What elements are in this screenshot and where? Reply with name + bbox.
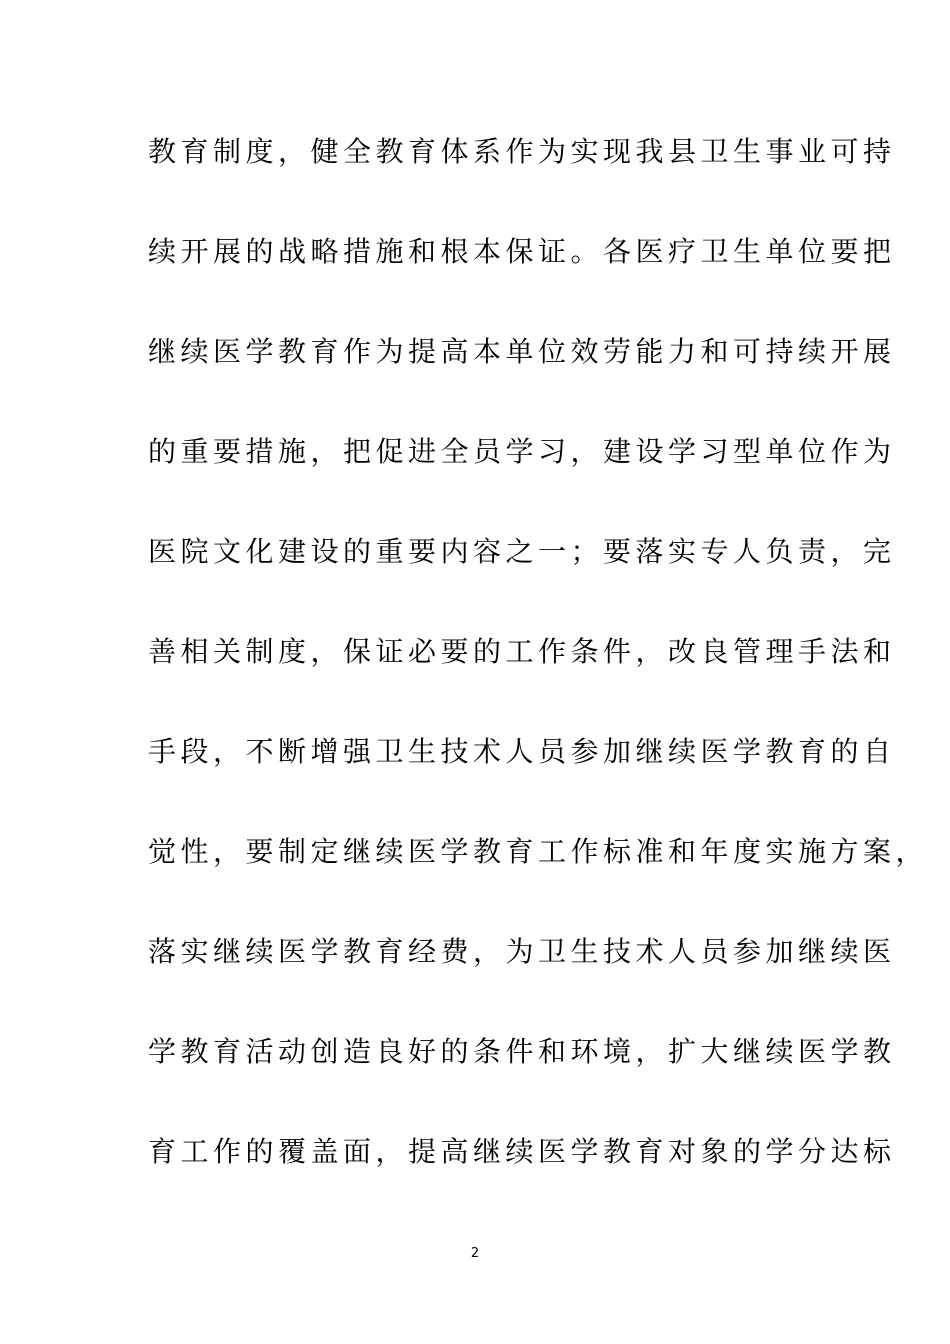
body-text — [148, 128, 929, 1228]
page-number: 2 — [470, 1246, 480, 1261]
text-line: 续开展的战略措施和根本保证。各医疗卫生单位要把 — [148, 235, 896, 268]
text-line: 的重要措施，把促进全员学习，建设学习型单位作为 — [148, 435, 896, 468]
text-line: 育工作的覆盖面，提高继续医学教育对象的学分达标 — [148, 1135, 896, 1168]
text-line: 教育制度，健全教育体系作为实现我县卫生事业可持 — [148, 135, 896, 168]
text-line: 觉性，要制定继续医学教育工作标准和年度实施方案， — [148, 835, 929, 868]
text-line: 继续医学教育作为提高本单位效劳能力和可持续开展 — [148, 335, 896, 368]
text-line: 学教育活动创造良好的条件和环境，扩大继续医学教 — [148, 1035, 896, 1068]
text-line: 落实继续医学教育经费，为卫生技术人员参加继续医 — [148, 935, 896, 968]
text-line: 医院文化建设的重要内容之一；要落实专人负责，完 — [148, 535, 896, 568]
text-line: 善相关制度，保证必要的工作条件，改良管理手法和 — [148, 635, 896, 668]
text-line: 手段，不断增强卫生技术人员参加继续医学教育的自 — [148, 735, 896, 768]
